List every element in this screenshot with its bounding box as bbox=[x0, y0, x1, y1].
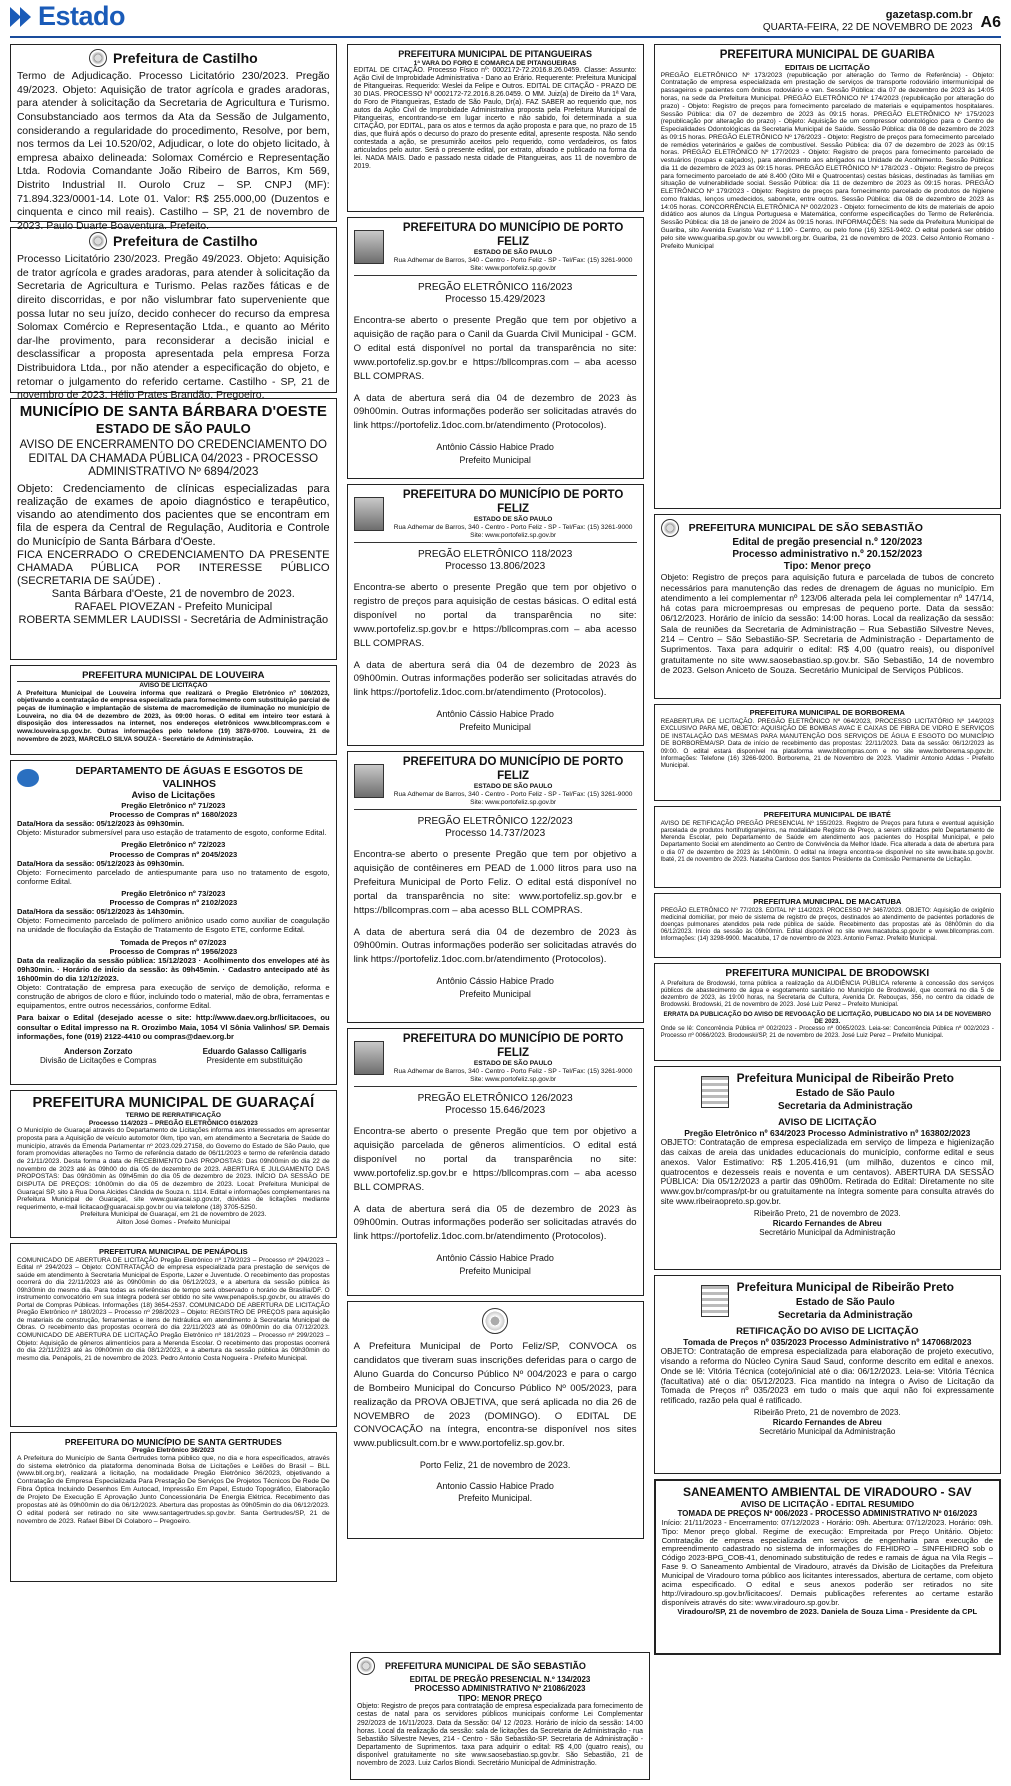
page-header bbox=[10, 1, 1001, 38]
notice-title: PREFEITURA DO MUNICÍPIO DE SANTA GERTRUDES bbox=[64, 1437, 282, 1447]
signature-role: Secretário Municipal da Administração bbox=[759, 1427, 896, 1437]
process-number: TOMADA DE PREÇOS Nº 006/2023 - PROCESSO ADMINISTRATIVO Nº 016/2023 bbox=[677, 1509, 978, 1519]
process-number: Processo de Compras nº 2102/2023 bbox=[109, 898, 238, 908]
notice-title: DEPARTAMENTO DE ÁGUAS E ESGOTOS DE VALINHOS bbox=[75, 765, 303, 790]
notice-state: ESTADO DE SÃO PAULO bbox=[473, 249, 553, 257]
process-number: Processo de Compras nº 1956/2023 bbox=[109, 946, 238, 956]
notice-body: REABERTURA DE LICITAÇÃO. PREGÃO ELETRÔNICO Nº 064/2023, PROCESSO LICITATÓRIO Nº 144/2023 EXCLUSIVO PARA ME, OBJETO: AQUISIÇÃO DE BOMBAS AVAC E CAIXAS DE FIBRA DE VIDRO E SERVIÇOS DE INSTALAÇÃO DAS MESMAS PARA MANUTENÇÃO DOS SERVIÇOS DE ÁGUA E ESGOTO DO MUNICÍPIO DE BORBOREMA/SP. Data de início de recebimento das propostas: 22/11/2023. Data da sessão: 06/12/2023 às 09:00. O edital estará disponível na plataforma www.bllcompras.com e no site www.borborema.sp.gov.br. Informações: Telefone (16) 3266-9200. Borborema, 21 de Novembro de 2023. Vladimir Antonio Addas - Prefeito Municipal. bbox=[660, 717, 994, 770]
column-3 bbox=[654, 44, 1001, 1779]
notice-site: Site: www.portofeliz.sp.gov.br bbox=[470, 798, 557, 806]
notice-body: Objeto: Registro de preços para aquisição futura e parcelada de tubos de concreto necessários para manutenção das redes de drenagem de águas no município. Em atendimento a lei complementar nº 123/06 alterada pela lei complementar nº 147/14, há cotas para microempresas ou empresas de pequeno porte. Data da sessão: 06/12/2023. Horário de início da sessão: 14:00 horas. Local da realização da sessão: Sala de reuniões da Secretaria de Administração – Rua Sebastião Silvestre Neves, 214 – Centro – São Sebastião-SP. Secretaria de Administração - Departamento de Suprimentos. Taxa para adquirir o edital: R$ 4,00 (quatro reais), ou disponível gratuitamente no site www.saosebastiao.sp.gov.br. São Sebastião, 14 de novembro de 2023. Gelson Aniceto de Souza. Secretário Municipal de Serviços Públicos. bbox=[660, 572, 994, 675]
notice-sao-sebastiao-120 bbox=[654, 514, 1001, 699]
notice-title: Prefeitura Municipal de Ribeirão Preto bbox=[736, 1280, 954, 1294]
process-number: Processo 13.806/2023 bbox=[445, 561, 546, 573]
column-1 bbox=[10, 44, 337, 1779]
notice-title: PREFEITURA MUNICIPAL DE PITANGUEIRAS bbox=[398, 49, 592, 59]
pregao-heading: PREGÃO ELETRÔNICO 118/2023 bbox=[417, 549, 573, 561]
signature-name: Antônio Cássio Habice Prado bbox=[436, 709, 554, 720]
pregao-heading: PREGÃO ELETRÔNICO 116/2023 bbox=[417, 282, 573, 294]
notice-title: PREFEITURA MUNICIPAL DE PENÁPOLIS bbox=[99, 1247, 248, 1256]
notice-body: Objeto: Registro de preços para contratação de empresa especializada para fornecimento de cestas de natal para os servidores públicos municipais conforme Lei Complementar 292/2023 de 16/11/2023. Data da Sessão: 04/ 12 /2023. Horário de início da sessão: 14:00 horas. Local da realização da sessão: sala de licitações da Secretaria de Administração - rua Sebastião Silvestre Neves, 214 - Centro - São Sebastião-SP. Secretaria de Administração - Departamento de Suprimentos. taxa para adquirir o edital: R$ 4,00 (quatro reais), ou disponível gratuitamente no site www.saosebastiao.sp.gov.br. São Sebastião, 21 de novembro de 2023. Luiz Carlos Biondi. Secretário Municipal de Administração. bbox=[357, 1703, 643, 1768]
signature-role: Secretário Municipal da Administração bbox=[759, 1228, 896, 1238]
notice-site: Site: www.portofeliz.sp.gov.br bbox=[470, 1075, 557, 1083]
notice-body: Encontra-se aberto o presente Pregão que tem por objetivo a aquisição de contêineres em PEAD de 1.000 litros para uso na Prefeitura Municipal de Porto Feliz. O edital está disponível no portal da transparência no site: www.portofeliz.sp.gov.br e https://bllcompras.com – aba acesso BLL COMPRAS. bbox=[353, 849, 637, 916]
pregao-heading: Pregão Eletrônico nº 72/2023 bbox=[121, 840, 226, 850]
notice-body: O Município de Guaraçaí através do Departamento de Licitações informa aos interessados em apresentar proposta para a Aquisição de veículo automotor 0km, tipo van, em atendimento a Secretaria de Saúde do município, através da Emenda Parlamentar nº 2023.029.27158, do Governo do Estado de São Paulo, que foram promovidas alterações no Termo de referência datado de 06/11/2023 e termo de referência datado de 21/11/2023. Desta forma a data de RECEBIMENTO DAS PROPOSTAS: Das 09h00min do dia 22 de novembro de 2023 até às 09h00 do dia 05 de dezembro de 2023. ABERTURA E JULGAMENTO DAS PROPOSTAS: Das 09h30min às 09h45min do dia 05 de dezembro de 2023. INÍCIO DA SESSÃO DE DISPUTA DE PREÇOS: 10h00min do dia 05 de dezembro de 2023. Local: Prefeitura Municipal de Guaraçaí SP, sito à Rua Dona Alcides Cândida de Souza n. 1114. Edital e informações complementares na Prefeitura Municipal de Guaraçaí, site www.guaracai.sp.gov.br, dúvidas de licitações mediante requerimento, e-mail licitacao@guaracai.sp.gov.br ou via telefone (18) 3705-5250. bbox=[17, 1127, 330, 1211]
notice-site: Site: www.portofeliz.sp.gov.br bbox=[470, 531, 557, 539]
pregao-type: TIPO: MENOR PREÇO bbox=[457, 1693, 542, 1703]
notice-heading: AVISO DE ENCERRAMENTO DO CREDENCIAMENTO DO EDITAL DA CHAMADA PÚBLICA 04/2023 - PROCESSO ADMINISTRATIVO Nº 6894/2023 bbox=[19, 439, 327, 479]
pregao-heading: PREGÃO ELETRÔNICO 122/2023 bbox=[417, 816, 573, 828]
notice-title: PREFEITURA MUNICIPAL DE MACATUBA bbox=[753, 897, 902, 906]
brand-arrow-icon bbox=[10, 4, 36, 30]
crest-icon bbox=[357, 1657, 375, 1675]
notice-macatuba bbox=[654, 893, 1001, 958]
notice-body-2: Onde se lê: Concorrência Pública nº 002/2023 - Processo nº 0065/2023. Leia-se: Concorrência Pública nº 002/2023 - Processo nº 0066/2023. Brodowski/SP, 21 de novembro de 2023. José Luiz Perez – Prefeito Municipal. bbox=[660, 1024, 994, 1040]
notice-body: EDITAL DE CITAÇÃO. Processo Físico nº: 0002172-72.2016.8.26.0459. Classe: Assunto: Ação Civil de Improbidade Administrativa - Dano ao Erário. Requerente: Prefeitura Municipal de Pitangueiras. Requerido: Weslei da Felipe e Outros. EDITAL DE CITAÇÃO - PRAZO DE 30 DIAS. PROCESSO Nº 0002172-72.2016.8.26.0459. O MM. Juiz(a) de Direito da 1ª Vara, do Foro de Pitangueiras, Estado de São Paulo, Dr(a). FAZ SABER ao requerido que, nos autos da Ação Civil de Improbidade Administrativa proposta pela Prefeitura Municipal de Pitangueiras, encontrando-se em lugar incerto e não sabido, foi determinada a sua CITAÇÃO, por EDITAL, para os atos e termos da ação proposta e para que, no prazo de 15 dias, que fluirá após o decurso do prazo do presente edital, apresente resposta. Não sendo contestada a ação, se presumirão aceitos pelo requerido, como verdadeiros, os fatos articulados pelo autor. Será o presente edital, por extrato, afixado e publicado na forma da lei. NADA MAIS. Dado e passado nesta cidade de Pitangueiras, aos 11 de novembro de 2019. bbox=[353, 67, 637, 171]
notice-porto-feliz-118 bbox=[347, 484, 644, 746]
process-number: Processo 114/2023 – PREGÃO ELETRÔNICO 016/2023 bbox=[88, 1119, 258, 1127]
process-number: Tomada de Preços nº 035/2023 Processo Administrativo nº 147068/2023 bbox=[683, 1336, 972, 1347]
signature-role: Prefeito Municipal. bbox=[458, 1493, 533, 1504]
porto-feliz-crest-icon bbox=[354, 1041, 384, 1075]
notice-title: PREFEITURA MUNICIPAL DE IBATÉ bbox=[763, 810, 891, 819]
signature-role: Prefeito Municipal bbox=[459, 454, 531, 465]
tomada-schedule: Data da realização da sessão pública: 15/12/2023 · Acolhimento dos envelopes até às 09h30min. · Horário de início da sessão: às 09h45min. · Cadastro antecipado até às 16h00min do dia 12/12/2023. bbox=[17, 955, 330, 983]
porto-feliz-crest-icon bbox=[354, 230, 384, 264]
notice-address: Rua Adhemar de Barros, 340 - Centro - Porto Feliz - SP - Tel/Fax: (15) 3261-9000 bbox=[393, 1067, 633, 1075]
notice-date: Prefeitura Municipal de Guaraçaí, em 21 de novembro de 2023. bbox=[80, 1211, 267, 1219]
notice-title: MUNICÍPIO DE SANTA BÁRBARA D'OESTE bbox=[19, 403, 327, 420]
notice-body-2: A data de abertura será dia 04 de dezembro de 2023 às 09h00min. Outras informações poderão ser solicitadas através do link https://portofeliz.1doc.com.br/atendimento (Protocolos). bbox=[353, 392, 637, 432]
notice-porto-feliz-116 bbox=[347, 217, 644, 479]
notice-body: Encontra-se aberto o presente Pregão que tem por objetivo a aquisição parcelada de gêneros alimentícios. O edital está disponível no portal da transparência no site: www.portofeliz.sp.gov.br e https://bllcompras.com – aba acesso BLL COMPRAS. bbox=[353, 1126, 637, 1193]
signature-name: Antônio Cássio Habice Prado bbox=[436, 442, 554, 453]
object-text: Objeto: Contratação de empresa para execução de serviço de demolição, reforma e construção de abrigos de cloro e flúor, incluindo todo o material, mão de obra, ferramentas e equipamentos, entre outros necessários, conforme Edital. bbox=[17, 983, 330, 1011]
notice-body: AVISO DE RETIFICAÇÃO PREGÃO PRESENCIAL Nº 155/2023. Registro de Preços para futura e eventual aquisição parcelada de produtos hortifrutigranjeiros, na modalidade Registro de Preço, a serem utilizados pelo Departamento de Merenda Escolar, pelo Departamento de Saúde em atendimento aos pacientes do Hospital Municipal, e pelo Departamento Social em atendimento ao Centro de Convivência da Melhor Idade. Fica alterada a data de abertura para o dia 07 de dezembro de 2023 às 14h00min. O edital na íntegra encontra-se disponível no site www.ibate.sp.gov.br. Ibaté, 21 de novembro de 2023. Natasha Cardoso dos Santos Presidente da Comissão Permanente de Licitação. bbox=[660, 819, 994, 863]
notice-castilho-1 bbox=[10, 44, 337, 233]
notice-title: Prefeitura Municipal de Ribeirão Preto bbox=[736, 1071, 954, 1085]
signature-role: Presidente em substituição bbox=[206, 1056, 303, 1066]
process-number: PROCESSO ADMINISTRATIVO Nº 21086/2023 bbox=[414, 1684, 586, 1694]
notice-title: Prefeitura de Castilho bbox=[112, 49, 258, 66]
notice-body-2: A data de abertura será dia 04 de dezembro de 2023 às 09h00min. Outras informações poderão ser solicitadas através do link https://portofeliz.1doc.com.br/atendimento (Protocolos). bbox=[353, 659, 637, 699]
signature-role: Divisão de Licitações e Compras bbox=[40, 1056, 157, 1066]
signature-name: Ricardo Fernandes de Abreu bbox=[772, 1417, 882, 1427]
notice-santa-barbara bbox=[10, 398, 337, 660]
notice-title: PREFEITURA MUNICIPAL DE GUARAÇAÍ bbox=[32, 1095, 315, 1111]
notice-porto-feliz-122 bbox=[347, 751, 644, 1023]
notice-ibate bbox=[654, 806, 1001, 888]
notice-date: Santa Bárbara d'Oeste, 21 de novembro de 2023. bbox=[51, 588, 295, 601]
notice-body: A Prefeitura Municipal de Louveira informa que realizará o Pregão Eletrônico nº 106/2023, objetivando a contratação de empresa especializada para fornecimento com substituição parcial de peças de iluminação e implantação de sistema de macromedição de iluminação no município de Louveira, no dia 04 de dezembro de 2023, às 09:00 horas. O edital em inteiro teor estará à disposição dos interessados na internet, nos endereços eletrônicos www.bllcompras.com e www.louveira.sp.gov.br. Outras informações pelo telefone (19) 3878-9700. Louveira, 21 de novembro de 2023, MARCELO SILVA SOUZA - Secretário de Administração. bbox=[17, 689, 330, 743]
notice-body: Encontra-se aberto o presente Pregão que tem por objetivo o registro de preços para aquisição de cestas básicas. O edital está disponível no portal da transparência no site: www.portofeliz.sp.gov.br e https://bllcompras.com – aba acesso BLL COMPRAS. bbox=[353, 582, 637, 649]
notice-state: ESTADO DE SÃO PAULO bbox=[473, 1060, 553, 1068]
pregao-heading: EDITAL DE PREGÃO PRESENCIAL N.º 134/2023 bbox=[409, 1675, 591, 1684]
ribeirao-preto-crest-icon bbox=[701, 1076, 729, 1108]
pregao-type: Tipo: Menor preço bbox=[783, 560, 871, 572]
notice-title: PREFEITURA DO MUNICÍPIO DE PORTO FELIZ bbox=[402, 1033, 624, 1059]
notice-body: Início: 21/11/2023 - Encerramento: 07/12/2023 - Horário: 09h. Abertura: 07/12/2023. Horário: 09h. Tipo: Menor preço global. Regime de execução: Empreitada por Preço Unitário. Objeto: Contratação de empresa especializada em serviços de engenharia para execução de empreendimento cadastrado no sistema de informações do FEHIDRO – SINFEHIDRO sob o Código 2023-BPG_COB-41, denominado substituição de redes e ramais de água na Vila Regis – Fase 9. O Saneamento Ambiental de Viradouro, através da Divisão de Licitações da Prefeitura Municipal de Viradouro torna público aos licitantes interessados, abertura de certame, com objeto acima especificado. O edital e seus anexos poderão ser retirados no site http://viradouro.sp.gov.br/licitacoes/. Demais publicações referentes ao certame estarão disponíveis através do site: www.viradouro.sp.gov.br. bbox=[661, 1517, 993, 1608]
daev-logo-icon bbox=[17, 769, 39, 787]
crest-icon bbox=[89, 232, 107, 250]
notice-subtitle: TERMO DE RERRATIFICAÇÃO bbox=[125, 1112, 222, 1120]
object-text: Objeto: Fornecimento parcelado de antiespumante para uso no tratamento de esgoto, conforme Edital. bbox=[17, 867, 330, 886]
site-url: gazetasp.com.br bbox=[885, 8, 973, 21]
notice-body: A Prefeitura do Município de Santa Gertrudes torna público que, no dia e hora especificados, através do sistema eletrônico da plataforma denominada Bolsa de Licitações e Leilões do Brasil – BLL (www.bll.org.br), realizará a licitação, na modalidade Pregão Eletrônico 36/2023, objetivando a Contratação de Empresa Especializada Para Prestação De Serviços De Projetos Técnicos De Rede De Fibra Óptica Incluindo Desenhos Em Autocad, Impressão Em Papel, Estudo Topográfico, Elaboração de Projeto De Execução E Aprovação Junto Concessionária De Energia Elétrica. Recebimento das propostas até às 09h00min do dia 06/12/2023. Abertura das propostas às 09h05min do dia 06/12/2023. O edital poderá ser retirado no site www.santagertrudes.sp.gov.br. Santa Gertrudes/SP, 21 de novembro de 2023. Rafael Bibel Di Colaboro – Pregoeiro. bbox=[17, 1454, 330, 1525]
notice-subtitle: EDITAIS DE LICITAÇÃO bbox=[784, 62, 870, 72]
notice-subtitle: ERRATA DA PUBLICAÇÃO DO AVISO DE REVOGAÇÃO DE LICITAÇÃO, PUBLICADO NO DIA 14 DE NOVEMBRO DE 2023. bbox=[663, 1010, 992, 1025]
notice-brodowski bbox=[654, 963, 1001, 1061]
signature: Ailton José Gomes - Prefeito Municipal bbox=[116, 1219, 231, 1227]
brand-name: Estado bbox=[38, 1, 126, 32]
notice-address: Rua Adhemar de Barros, 340 - Centro - Porto Feliz - SP - Tel/Fax: (15) 3261-9000 bbox=[393, 790, 633, 798]
notice-body: COMUNICADO DE ABERTURA DE LICITAÇÃO Pregão Eletrônico nº 179/2023 – Processo nº 294/2023 – Edital nº 294/2023 – Objeto: CONTRATAÇÃO de empresa especializada para prestação de serviços de saúde em atendimento à Secretaria Municipal de Esporte, Lazer e Juventude. O recebimento das propostas ocorrerá do dia 22/11/2023 até às 09h00min do dia 06/12/2023, e a abertura da sessão pública às 09h30min do mesmo dia. Para todas as referências de tempo será observado o horário de Brasília/DF. O instrumento convocatório em sua íntegra poderá ser obtido no site www.penapolis.sp.gov.br, ou através do Portal de Compras Públicas. Informações (18) 3654-2537. COMUNICADO DE ABERTURA DE LICITAÇÃO Pregão Eletrônico nº 180/2023 – Processo nº 298/2023 – Objeto: REGISTRO DE PREÇOS para aquisição de materiais de construção, ferramentas e itens de hidráulica em atendimento à Secretaria Municipal de Obras. O recebimento das propostas ocorrerá do dia 22/11/2023 até às 09h00min do dia 07/12/2023. COMUNICADO DE ABERTURA DE LICITAÇÃO Pregão Eletrônico nº 181/2023 – Processo nº 299/2023 – Objeto: Aquisição de gêneros alimentícios para a Merenda Escolar. O recebimento das propostas ocorrerá do dia 22/11/2023 até às 09h00min do dia 08/12/2023, e a abertura da sessão pública às 09h30min do mesmo dia. Penápolis, 21 de novembro de 2023. Pedro Antonio Costa Nogueira - Prefeito Municipal. bbox=[17, 1256, 330, 1362]
notice-address: Rua Adhemar de Barros, 340 - Centro - Porto Feliz - SP - Tel/Fax: (15) 3261-9000 bbox=[393, 523, 633, 531]
notice-body: Processo Licitatório 230/2023. Pregão 49/2023. Objeto: Aquisição de trator agrícola e grades aradoras, para atender à solicitação da Secretaria de Agricultura e Turismo. Pelas razões fáticas e de direito discorridas, e por não vislumbrar fato superveniente que possa lutar no seu juízo, decido conhecer do recurso da empresa Solomax Comércio e Representação Ltda., e quanto ao Mérito dar-lhe provimento, para reconsiderar a decisão inicial e desclassificar a proposta apresentada pela empresa Forza Distribuidora Ltda., por não atender a especificação do objeto, e retomar o julgamento do referido certame. Castilho - SP, 21 de novembro de 2023. Hélio Prates Brandão. Pregoeiro. bbox=[17, 253, 330, 402]
notice-subtitle: AVISO DE LICITAÇÃO bbox=[139, 682, 208, 690]
notice-body: PREGÃO ELETRÔNICO Nº 173/2023 (republicação por alteração do Termo de Referência) - Objeto: Contratação de empresa especializada em prestação de serviços de transporte rodoviário intermunicipal de passageiros e pacientes com ônibus rodoviário e van. Sessão Pública: dia 07 de dezembro de 2023 às 14:05 horas, na sede da Prefeitura Municipal. PREGÃO ELETRÔNICO Nº 174/2023 (republicação por alteração do prazo) - Objeto: Registro de preços para fornecimento parcelado de materiais e equipamentos hospitalares. Sessão Pública: dia 07 de dezembro de 2023 às 09:15 horas. PREGÃO ELETRÔNICO Nº 175/2023 (republicação por alteração do prazo) - Objeto: Aquisição de um compressor odontológico para o Centro de Especialidades Odontológicas da Secretaria Municipal de Saúde. Sessão Pública: dia 08 de dezembro de 2023 às 09:15 horas. PREGÃO ELETRÔNICO Nº 176/2023 - Objeto: Registro de preços para fornecimento parcelado de remédios veterinários e galões de combustível. Sessão Pública: dia 07 de dezembro de 2023 às 09:15 horas. PREGÃO ELETRÔNICO Nº 177/2023 - Objeto: Registro de preços para fornecimento parcelado de vestuários (roupas e calçados), para atendimento aos abrigados na Unidade de Acolhimento. Sessão Pública: dia 11 de dezembro de 2023 às 09:15 horas. PREGÃO ELETRÔNICO Nº 178/2023 - Objeto: Registro de preços para fornecimento parcelado de até 8.400 (Oito Mil e Quatrocentas) cestas básicas, destinadas às famílias em situação de vulnerabilidade social. Sessão Pública: dia 11 de dezembro de 2023 às 09:15 horas. PREGÃO ELETRÔNICO Nº 179/2023 - Objeto: Registro de preços para fornecimento parcelado de produtos de higiene como fraldas, lenços umedecidos, sabonete, entre outros. Sessão Pública: dia 08 de dezembro de 2023 às 14:05 horas. CONCORRÊNCIA ELETRÔNICA Nº 002/2023 - Objeto: fornecimento de kits de materiais de apoio didático aos alunos da Língua Portuguesa e Matemática, conforme especificações do Termo de Referência. Sessão Pública: dia 18 de janeiro de 2024 às 09:15 horas. INFORMAÇÕES: Na sede da Prefeitura Municipal de Guariba, sito Avenida Evaristo Vaz nº 1.190 - Centro, ou pelo fone (16) 3251-9402. O edital poderá ser obtido pelo site www.guariba.sp.gov.br ou www.bll.org.br. Guariba, 21 de novembro de 2023. Celso Antonio Romano - Prefeito Municipal bbox=[660, 71, 994, 250]
notice-date: Ribeirão Preto, 21 de novembro de 2023. bbox=[753, 1408, 901, 1418]
notice-ribeirao-preto-1 bbox=[654, 1066, 1001, 1270]
signature-2: ROBERTA SEMMLER LAUDISSI - Secretária de Administração bbox=[18, 614, 329, 627]
signature-role: Prefeito Municipal bbox=[459, 1265, 531, 1276]
notice-daev bbox=[10, 760, 337, 1085]
signature-role: Prefeito Municipal bbox=[459, 988, 531, 999]
notice-title: PREFEITURA MUNICIPAL DE BORBOREMA bbox=[749, 708, 905, 717]
process-number: Processo 14.737/2023 bbox=[445, 828, 546, 840]
process-number: Processo de Compras nº 1680/2023 bbox=[109, 810, 238, 820]
notice-state: ESTADO DE SÃO PAULO bbox=[473, 516, 553, 524]
porto-feliz-crest-icon bbox=[354, 764, 384, 798]
process-number: Processo de Compras nº 2045/2023 bbox=[109, 849, 238, 859]
process-number: Processo 15.646/2023 bbox=[445, 1105, 546, 1117]
pregao-heading: Pregão Eletrônico nº 73/2023 bbox=[121, 888, 226, 898]
process-number: Processo 15.429/2023 bbox=[445, 294, 546, 306]
notice-subtitle: Pregão Eletrônico 36/2023 bbox=[132, 1447, 215, 1455]
notice-address: Rua Adhemar de Barros, 340 - Centro - Porto Feliz - SP - Tel/Fax: (15) 3261-9000 bbox=[393, 256, 633, 264]
session-date: Data/Hora da sessão: 05/12/2023 às 09h30min. bbox=[17, 858, 185, 868]
crest-icon bbox=[89, 49, 107, 67]
signature-role: Prefeito Municipal bbox=[459, 721, 531, 732]
notice-subtitle: AVISO DE LICITAÇÃO - EDITAL RESUMIDO bbox=[740, 1499, 915, 1510]
notice-body: Termo de Adjudicação. Processo Licitatório 230/2023. Pregão 49/2023. Objeto: Aquisição de trator agrícola e grades aradoras, para atender à solicitação da Secretaria de Agricultura e Turismo. Consubstanciado aos termos da Ata da Sessão de Julgamento, considerando a regularidade do procedimento, Resolve, por bem, nos termos da Lei 10.520/02, Adjudicar, o lote do objeto licitado, à empresa abaixo delineada: Solomax Comércio e Representação Ltda. Rodovia Comandante João Ribeiro de Barros, Km 569, Distrito Industrial II. Ourolo Cruz – SP. CNPJ (MF): 71.894.323/0001-14. Lote 01. Valor: R$ 255.000,00 (Duzentos e cinquenta e cinco mil reais). Castilho – SP, 21 de novembro de 2023. Paulo Duarte Boaventura. Prefeito. bbox=[17, 70, 330, 233]
notice-body: A Prefeitura Municipal de Porto Feliz/SP, CONVOCA os candidatos que tiveram suas inscrições deferidas para o cargo de Aluno Guarda do Concurso Público Nº 004/2023 e para o cargo de Bombeiro Municipal do Concurso Público Nº 005/2023, para realização da PROVA OBJETIVA, que será aplicada no dia 26 de NOVEMBRO de 2023 (DOMINGO). O EDITAL DE CONVOCAÇÃO na íntegra, encontra-se disponível nos sites www.publicsult.com.br e www.portofeliz.sp.gov.br. bbox=[353, 1341, 637, 1450]
notice-borborema bbox=[654, 704, 1001, 801]
notice-sao-sebastiao-134 bbox=[350, 1652, 650, 1780]
notice-penapolis bbox=[10, 1243, 337, 1427]
notice-site: Site: www.portofeliz.sp.gov.br bbox=[470, 264, 557, 272]
signature-name: Ricardo Fernandes de Abreu bbox=[772, 1218, 882, 1228]
notice-body-2: FICA ENCERRADO O CREDENCIAMENTO DA PRESENTE CHAMADA PÚBLICA POR INTERESSE PÚBLICO (SECRETARIA DE SAÚDE) . bbox=[17, 548, 330, 588]
notice-title: PREFEITURA DO MUNICÍPIO DE PORTO FELIZ bbox=[402, 756, 624, 782]
edition-date: QUARTA-FEIRA, 22 DE NOVEMBRO DE 2023 bbox=[762, 21, 973, 33]
notice-footer: Para baixar o Edital (desejado acesse o site: http://www.daev.org.br/licitacoes, ou consultar o Edital impresso na R. Orozimbo Maia, 1054 Vl Sônia Valinhos/ SP. Demais informações, fone (019) 2122-4410 ou compras@daev.org.br bbox=[17, 1013, 330, 1041]
notice-title: PREFEITURA DO MUNICÍPIO DE PORTO FELIZ bbox=[402, 489, 624, 515]
session-date: Data/Hora da sessão: 05/12/2023 às 14h30min. bbox=[17, 907, 185, 917]
object-text: Objeto: Fornecimento parcelado de polímero aniônico usado como auxiliar de coagulação na unidade de floculação da Estação de Tratamento de Esgoto ETE, conforme Edital. bbox=[17, 916, 330, 935]
notice-state: Estado de São Paulo bbox=[795, 1296, 895, 1308]
notice-body: PREGÃO ELETRÔNICO Nº 77/2023. EDITAL Nº 114/2023. PROCESSO Nº 3467/2023. OBJETO: Aquisição de oxigênio medicinal domiciliar, por meio de sistema de registro de preços, destinados ao atendimento de pacientes portadores de doenças pulmonares atendidos pela rede pública de saúde. Recebimento das propostas até às 08h00min do dia 06/12/2023. Início da sessão às 09h00min. Edital disponível no site www.macatuba.sp.gov.br e www.bllcompras.com. Informações: (14) 3298-9900. Macatuba, 17 de novembro de 2023. Antonio Ferraz. Prefeito Municipal. bbox=[660, 906, 994, 943]
notice-body-2: A data de abertura será dia 05 de dezembro de 2023 às 09h00min. Outras informações poderão ser solicitadas através do link https://portofeliz.1doc.com.br/atendimento (Protocolos). bbox=[353, 1203, 637, 1243]
signature-1: RAFAEL PIOVEZAN - Prefeito Municipal bbox=[74, 601, 273, 614]
notice-subtitle: ESTADO DE SÃO PAULO bbox=[95, 420, 251, 436]
notice-title: PREFEITURA MUNICIPAL DE SÃO SEBASTIÃO bbox=[385, 1660, 586, 1671]
ribeirao-preto-crest-icon bbox=[701, 1285, 729, 1317]
notice-department: Secretaria da Administração bbox=[777, 1309, 913, 1321]
signature-name: Antonio Cassio Habice Prado bbox=[436, 1480, 554, 1491]
signature-name: Eduardo Galasso Calligaris bbox=[202, 1046, 307, 1056]
notice-state: Estado de São Paulo bbox=[795, 1087, 895, 1099]
notice-department: Secretaria da Administração bbox=[777, 1100, 913, 1112]
notice-pitangueiras bbox=[347, 44, 644, 212]
column-2 bbox=[347, 44, 644, 1779]
signature-name: Antônio Cássio Habice Prado bbox=[436, 1253, 554, 1264]
porto-feliz-crest-icon bbox=[482, 1308, 508, 1334]
notice-porto-feliz-126 bbox=[347, 1028, 644, 1296]
notice-title: PREFEITURA MUNICIPAL DE GUARIBA bbox=[719, 49, 935, 61]
crest-icon bbox=[661, 519, 679, 537]
tomada-heading: Tomada de Preços nº 07/2023 bbox=[120, 937, 227, 947]
signature-name: Anderson Zorzato bbox=[64, 1046, 133, 1056]
notice-title: PREFEITURA MUNICIPAL DE BRODOWSKI bbox=[725, 968, 930, 979]
notice-guariba bbox=[654, 44, 1001, 509]
notice-subtitle: 1ª VARA DO FORO E COMARCA DE PITANGUEIRAS bbox=[413, 59, 577, 67]
signature: Viradouro/SP, 21 de novembro de 2023. Daniela de Souza Lima - Presidente da CPL bbox=[677, 1607, 978, 1617]
pregao-heading: Pregão Eletrônico nº 71/2023 bbox=[121, 800, 226, 810]
notice-ribeirao-preto-2 bbox=[654, 1275, 1001, 1474]
notice-body: Encontra-se aberto o presente Pregão que tem por objetivo a aquisição de ração para o Canil da Guarda Civil Municipal - GCM. O edital está disponível no portal da transparência no site: www.portofeliz.sp.gov.br e https://bllcompras.com – aba acesso BLL COMPRAS. bbox=[353, 315, 637, 382]
notice-title: PREFEITURA MUNICIPAL DE LOUVEIRA bbox=[17, 670, 330, 682]
pregao-heading: PREGÃO ELETRÔNICO 126/2023 bbox=[417, 1093, 573, 1105]
object-text: Objeto: Misturador submersível para uso estação de tratamento de esgoto, conforme Edital. bbox=[17, 828, 327, 838]
notice-date: Porto Feliz, 21 de novembro de 2023. bbox=[419, 1460, 571, 1471]
process-number: Processo administrativo n.º 20.152/2023 bbox=[732, 548, 923, 560]
notice-title: PREFEITURA MUNICIPAL DE SÃO SEBASTIÃO bbox=[688, 521, 923, 534]
notice-state: ESTADO DE SÃO PAULO bbox=[473, 783, 553, 791]
notice-title: SANEAMENTO AMBIENTAL DE VIRADOURO - SAV bbox=[682, 1485, 972, 1499]
notice-date: Ribeirão Preto, 21 de novembro de 2023. bbox=[753, 1209, 901, 1219]
notice-body-2: A data de abertura será dia 04 de dezembro de 2023 às 09h00min. Outras informações poderão ser solicitadas através do link https://portofeliz.1doc.com.br/atendimento (Protocolos). bbox=[353, 926, 637, 966]
notice-title: Prefeitura de Castilho bbox=[112, 232, 258, 249]
notice-body: OBJETO: Contratação de empresa especializada para elaboração de projeto executivo, visando a reforma do Núcleo Cynira Saud Saud, conforme descrito em edital e anexos. Onde se lê: Vitória Técnica (cotejo/inicial até o dia: 06/12/2023. Leia-se: Vitória Técnica (facultativa) até o dia: 05/12/2023. Fica mantido na íntegra o Aviso de Licitação da Tomada de Preços nº 035/2023 em tudo o mais que aqui não foi expressamente retificado, razão pela qual é ratificado. bbox=[660, 1345, 994, 1406]
notice-porto-feliz-concurso bbox=[347, 1301, 644, 1539]
process-number: Pregão Eletrônico nº 634/2023 Processo Administrativo nº 163802/2023 bbox=[684, 1127, 971, 1138]
notice-santa-gertrudes bbox=[10, 1432, 337, 1582]
notice-body: Objeto: Credenciamento de clínicas especializadas para realização de exames de apoio diagnóstico e terapêutico, visando ao atendimento dos pacientes que se encontram em fila de espera da Central de Regulação, Auditoria e Controle do Município de Santa Bárbara d'Oeste. bbox=[17, 482, 330, 548]
notice-heading: RETIFICAÇÃO DO AVISO DE LICITAÇÃO bbox=[736, 1325, 919, 1337]
notice-heading: AVISO DE LICITAÇÃO bbox=[778, 1116, 877, 1128]
notice-castilho-2 bbox=[10, 227, 337, 402]
page-number: A6 bbox=[980, 14, 1001, 32]
signature-name: Antônio Cássio Habice Prado bbox=[436, 976, 554, 987]
notice-viradouro bbox=[654, 1479, 1001, 1655]
session-date: Data/Hora da sessão: 05/12/2023 às 09h30min. bbox=[17, 819, 185, 829]
notice-body: OBJETO: Contratação de empresa especializada em serviço de limpeza e higienização das caixas de areia das unidades educacionais do município, conforme edital e seus anexos. Valor Estimativo: R$ 1.205.416,91 (um milhão, duzentos e cinco mil, quatrocentos e dezesseis reais e noventa e um centavos). ABERTURA DA SESSÃO PÚBLICA: Dia 05/12/2023 a partir das 09h00m. Retirada do Edital: Diretamente no site www.gov.br/compras/pt-br ou gratuitamente na íntegra somente para consulta através do site www.ribeiraopreto.sp.gov.br. bbox=[660, 1136, 994, 1207]
notice-guaracai bbox=[10, 1090, 337, 1238]
notice-louveira bbox=[10, 665, 337, 755]
pregao-heading: Edital de pregão presencial n.º 120/2023 bbox=[732, 537, 923, 548]
brand bbox=[10, 1, 125, 33]
notice-subtitle: Aviso de Licitações bbox=[131, 790, 216, 801]
notice-body: A Prefeitura de Brodowski, torna pública a realização da AUDIÊNCIA PÚBLICA referente à concessão dos serviços públicos de abastecimento de água e esgotamento sanitário no Município de Brodowski, que ocorrerá no dia 5 de dezembro de 2023, às 19:00 horas, na Secretaria de Cultura, Avenida Dr. Rebouças, 356, no centro da cidade de Brodowski. Brodowski, 21 de novembro de 2023. José Luiz Perez – Prefeito Municipal. bbox=[660, 979, 994, 1009]
notice-title: PREFEITURA DO MUNICÍPIO DE PORTO FELIZ bbox=[402, 222, 624, 248]
porto-feliz-crest-icon bbox=[354, 497, 384, 531]
